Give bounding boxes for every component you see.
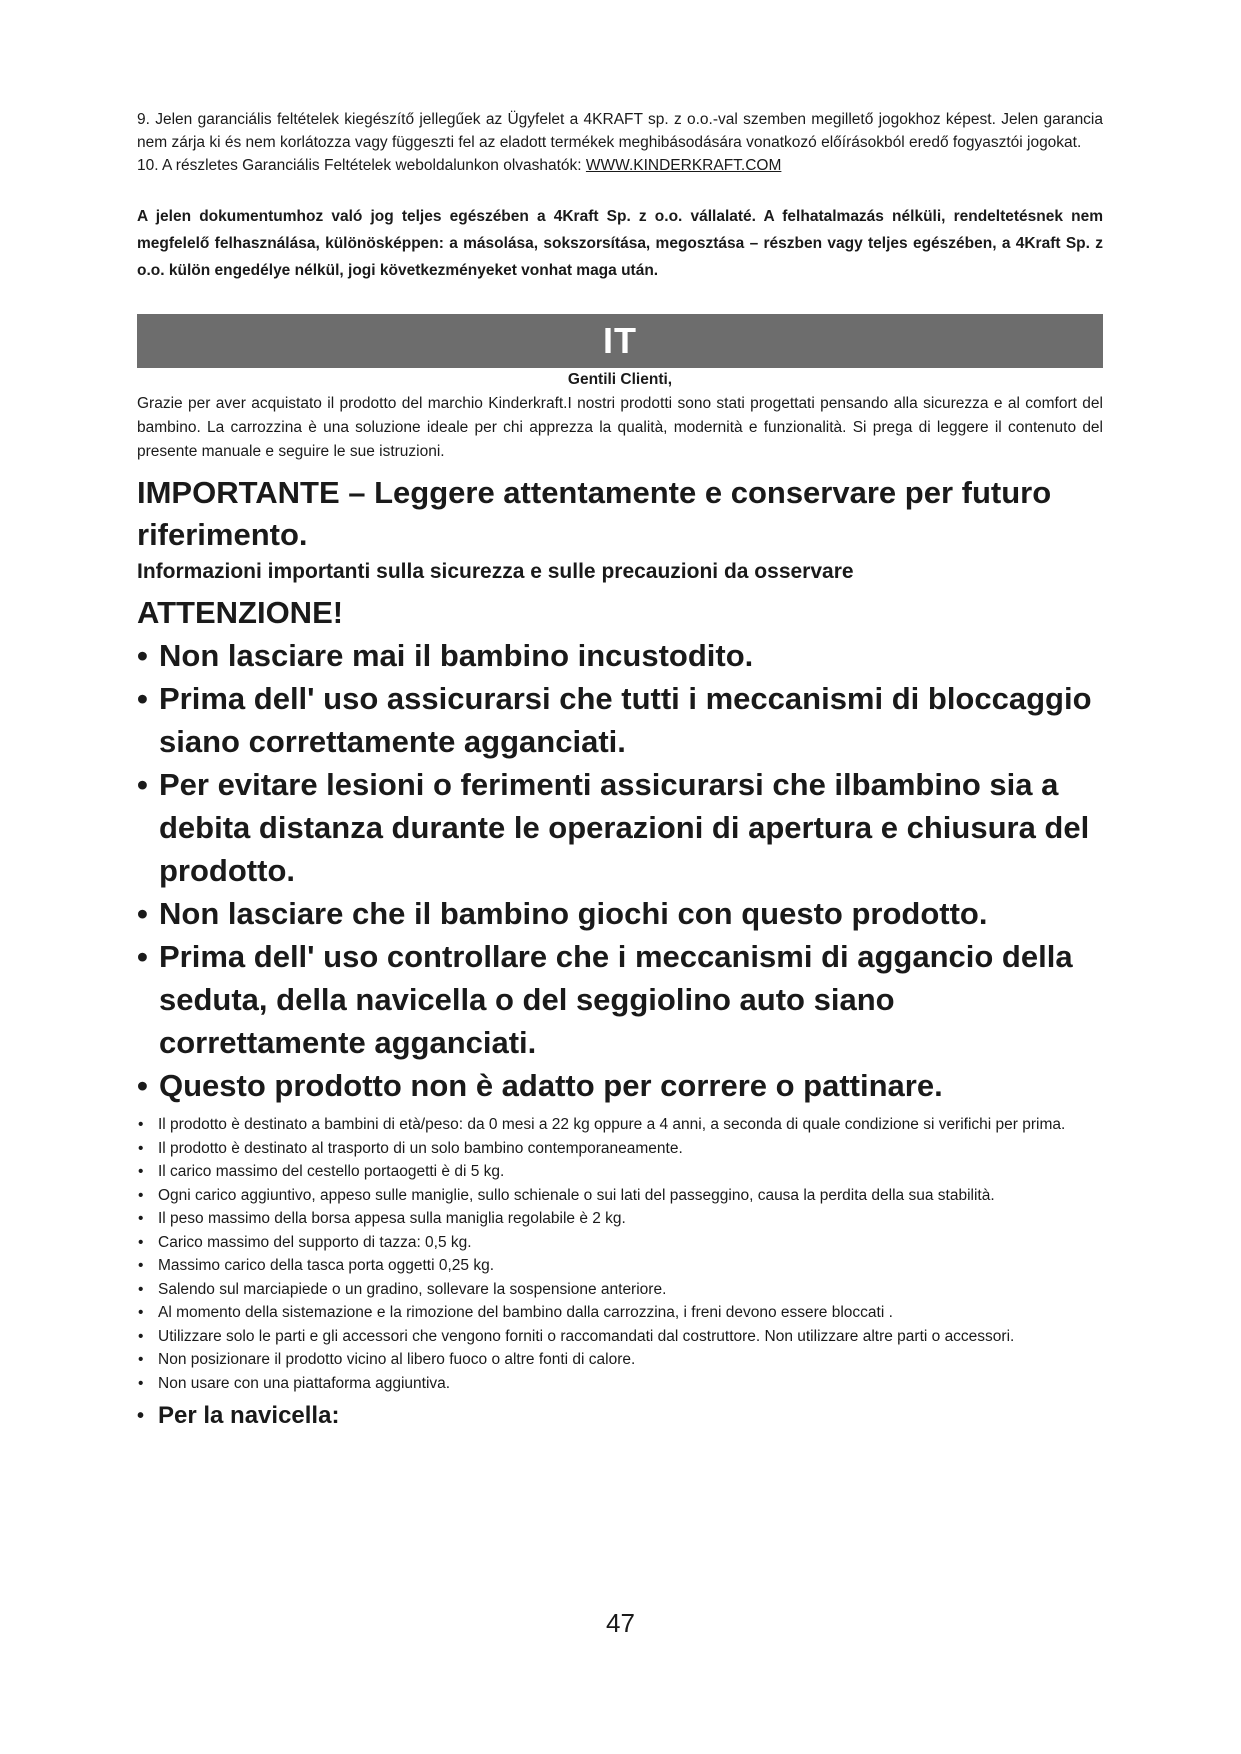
item-number: 10.	[137, 157, 159, 174]
safety-item: • Non usare con una piattaforma aggiuntiva.	[137, 1372, 1103, 1396]
website-link[interactable]: WWW.KINDERKRAFT.COM	[585, 157, 782, 174]
language-code: IT	[603, 320, 637, 361]
safety-item: • Carico massimo del supporto di tazza: 0,5 kg.	[137, 1231, 1103, 1255]
item-text: A részletes Garanciális Feltételek weboldalunkon olvashatók:	[162, 157, 586, 174]
item-text: Jelen garanciális feltételek kiegészítő jellegűek az Ügyfelet a 4KRAFT sp. z o.o.-val szemben megillető jogokhoz képest. Jelen garancia nem zárja ki és nem korlátozza vagy függeszti fel az eladott termékek meghibásodására vonatkozó előírásokból eredő fogyasztói jogokat.	[137, 111, 1103, 151]
safety-item: • Salendo sul marciapiede o un gradino, sollevare la sospensione anteriore.	[137, 1278, 1103, 1302]
safety-list	[137, 1113, 1103, 1395]
language-section-header	[137, 314, 1103, 368]
safety-item: • Il carico massimo del cestello portaogetti è di 5 kg.	[137, 1160, 1103, 1184]
warning-item: • Prima dell' uso assicurarsi che tutti i meccanismi di bloccaggio siano correttamente agganciati.	[137, 677, 1103, 763]
carrycot-subheading: • Per la navicella:	[137, 1399, 1103, 1433]
safety-item: • Il prodotto è destinato al trasporto di un solo bambino contemporaneamente.	[137, 1137, 1103, 1161]
warning-item: • Prima dell' uso controllare che i meccanismi di aggancio della seduta, della navicella o del seggiolino auto siano correttamente agganciati.	[137, 935, 1103, 1064]
safety-item: • Ogni carico aggiuntivo, appeso sulle maniglie, sullo schienale o sui lati del passeggino, causa la perdita della sua stabilità.	[137, 1184, 1103, 1208]
safety-item: • Il peso massimo della borsa appesa sulla maniglia regolabile è 2 kg.	[137, 1207, 1103, 1231]
copyright-notice: A jelen dokumentumhoz való jog teljes egészében a 4Kraft Sp. z o.o. vállalaté. A felhatalmazás nélküli, rendeltetésnek nem megfelelő felhasználása, különösképpen: a másolása, sokszorsítása, megosztása – részben vagy teljes egészében, a 4Kraft Sp. z o.o. külön engedélye nélkül, jogi következményeket vonhat maga után.	[137, 208, 1103, 279]
safety-item: • Al momento della sistemazione e la rimozione del bambino dalla carrozzina, i freni devono essere bloccati .	[137, 1301, 1103, 1325]
warning-item: • Questo prodotto non è adatto per correre o pattinare.	[137, 1064, 1103, 1107]
intro-paragraph: Grazie per aver acquistato il prodotto del marchio Kinderkraft.I nostri prodotti sono stati progettati pensando alla sicurezza e al comfort del bambino. La carrozzina è una soluzione ideale per chi apprezza la qualità, modernità e funzionalità. Si prega di leggere il contenuto del presente manuale e seguire le sue istruzioni.	[137, 395, 1103, 460]
warning-item: • Per evitare lesioni o ferimenti assicurarsi che ilbambino sia a debita distanza durante le operazioni di apertura e chiusura del prodotto.	[137, 763, 1103, 892]
greeting: Gentili Clienti,	[567, 371, 673, 388]
warranty-item-9	[137, 108, 1103, 154]
warning-list	[137, 634, 1103, 1107]
warning-item: • Non lasciare che il bambino giochi con questo prodotto.	[137, 892, 1103, 935]
safety-item: • Utilizzare solo le parti e gli accessori che vengono forniti o raccomandati dal costruttore. Non utilizzare altre parti o accessori.	[137, 1325, 1103, 1349]
item-number: 9.	[137, 111, 150, 128]
attention-heading: ATTENZIONE!	[137, 595, 344, 630]
page-number: 47	[606, 1608, 635, 1638]
safety-item: • Massimo carico della tasca porta oggetti 0,25 kg.	[137, 1254, 1103, 1278]
warranty-item-10	[137, 154, 1103, 177]
safety-item: • Il prodotto è destinato a bambini di età/peso: da 0 mesi a 22 kg oppure a 4 anni, a seconda di quale condizione si verifichi per prima.	[137, 1113, 1103, 1137]
safety-info-heading: Informazioni importanti sulla sicurezza e sulle precauzioni da osservare	[137, 560, 854, 583]
safety-item: • Non posizionare il prodotto vicino al libero fuoco o altre fonti di calore.	[137, 1348, 1103, 1372]
warning-item: • Non lasciare mai il bambino incustodito.	[137, 634, 1103, 677]
page-content	[137, 108, 1103, 1433]
important-heading: IMPORTANTE – Leggere attentamente e conservare per futuro riferimento.	[137, 475, 1052, 552]
